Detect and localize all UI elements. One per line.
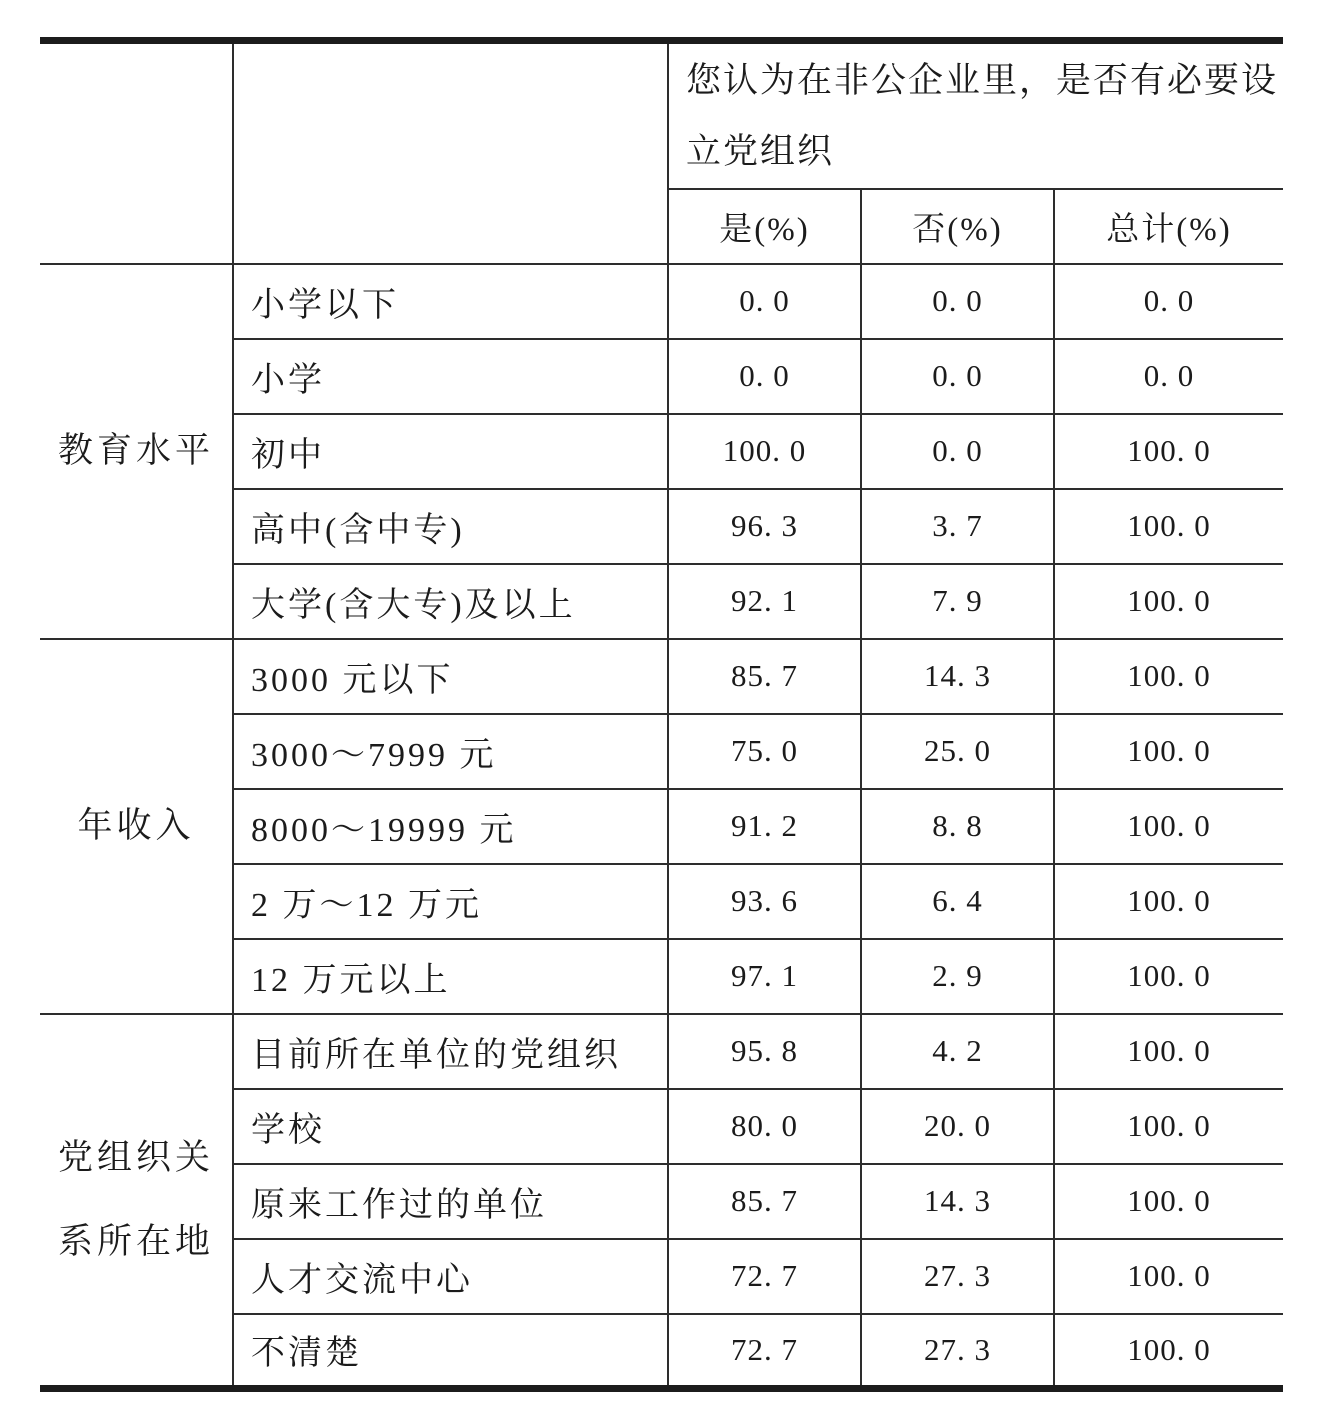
value-total: 100. 0 (1054, 864, 1283, 939)
value-yes: 92. 1 (668, 564, 861, 639)
value-total: 100. 0 (1054, 1164, 1283, 1239)
value-total: 100. 0 (1054, 1314, 1283, 1389)
value-total: 100. 0 (1054, 414, 1283, 489)
value-no: 0. 0 (861, 414, 1054, 489)
row-label: 原来工作过的单位 (233, 1164, 668, 1239)
value-yes: 72. 7 (668, 1239, 861, 1314)
value-total: 100. 0 (1054, 789, 1283, 864)
value-no: 20. 0 (861, 1089, 1054, 1164)
value-total: 100. 0 (1054, 1014, 1283, 1089)
value-yes: 96. 3 (668, 489, 861, 564)
question-header (668, 41, 1283, 189)
question-line-1: 您认为在非公企业里，是否有必要设 (686, 60, 1279, 100)
question-line-2: 立党组织 (686, 131, 835, 171)
value-total: 100. 0 (1054, 564, 1283, 639)
value-no: 0. 0 (861, 264, 1054, 339)
row-label: 目前所在单位的党组织 (233, 1014, 668, 1089)
value-total: 100. 0 (1054, 714, 1283, 789)
stub-corner-cell (40, 41, 233, 264)
row-label: 3000～7999 元 (233, 714, 668, 789)
col-header-total: 总计(%) (1054, 189, 1283, 264)
value-no: 27. 3 (861, 1239, 1054, 1314)
value-no: 0. 0 (861, 339, 1054, 414)
row-label: 初中 (233, 414, 668, 489)
value-no: 25. 0 (861, 714, 1054, 789)
value-total: 0. 0 (1054, 264, 1283, 339)
value-no: 4. 2 (861, 1014, 1054, 1089)
row-label: 8000～19999 元 (233, 789, 668, 864)
value-yes: 93. 6 (668, 864, 861, 939)
row-label: 3000 元以下 (233, 639, 668, 714)
value-total: 100. 0 (1054, 1089, 1283, 1164)
value-yes: 97. 1 (668, 939, 861, 1014)
row-label: 高中(含中专) (233, 489, 668, 564)
value-total: 100. 0 (1054, 1239, 1283, 1314)
row-label: 大学(含大专)及以上 (233, 564, 668, 639)
value-no: 7. 9 (861, 564, 1054, 639)
row-label: 小学以下 (233, 264, 668, 339)
value-yes: 0. 0 (668, 339, 861, 414)
value-no: 8. 8 (861, 789, 1054, 864)
value-total: 0. 0 (1054, 339, 1283, 414)
value-yes: 100. 0 (668, 414, 861, 489)
stats-table (40, 37, 1283, 1392)
row-label: 学校 (233, 1089, 668, 1164)
row-label: 2 万～12 万元 (233, 864, 668, 939)
value-total: 100. 0 (1054, 639, 1283, 714)
value-yes: 85. 7 (668, 639, 861, 714)
value-yes: 91. 2 (668, 789, 861, 864)
group-label-income: 年收入 (40, 639, 233, 1014)
value-no: 6. 4 (861, 864, 1054, 939)
value-yes: 0. 0 (668, 264, 861, 339)
value-yes: 72. 7 (668, 1314, 861, 1389)
group-label-education: 教育水平 (40, 264, 233, 639)
group-label-party-location: 党组织关系所在地 (40, 1014, 233, 1389)
value-no: 14. 3 (861, 1164, 1054, 1239)
value-no: 14. 3 (861, 639, 1054, 714)
row-label: 不清楚 (233, 1314, 668, 1389)
value-yes: 95. 8 (668, 1014, 861, 1089)
value-total: 100. 0 (1054, 489, 1283, 564)
value-no: 27. 3 (861, 1314, 1054, 1389)
value-no: 2. 9 (861, 939, 1054, 1014)
value-no: 3. 7 (861, 489, 1054, 564)
row-label: 12 万元以上 (233, 939, 668, 1014)
value-yes: 85. 7 (668, 1164, 861, 1239)
value-yes: 80. 0 (668, 1089, 861, 1164)
value-yes: 75. 0 (668, 714, 861, 789)
row-label: 人才交流中心 (233, 1239, 668, 1314)
category-corner-cell (233, 41, 668, 264)
table-row (40, 264, 1283, 339)
table-row (40, 639, 1283, 714)
value-total: 100. 0 (1054, 939, 1283, 1014)
col-header-yes: 是(%) (668, 189, 861, 264)
col-header-no: 否(%) (861, 189, 1054, 264)
table-row (40, 1014, 1283, 1089)
row-label: 小学 (233, 339, 668, 414)
